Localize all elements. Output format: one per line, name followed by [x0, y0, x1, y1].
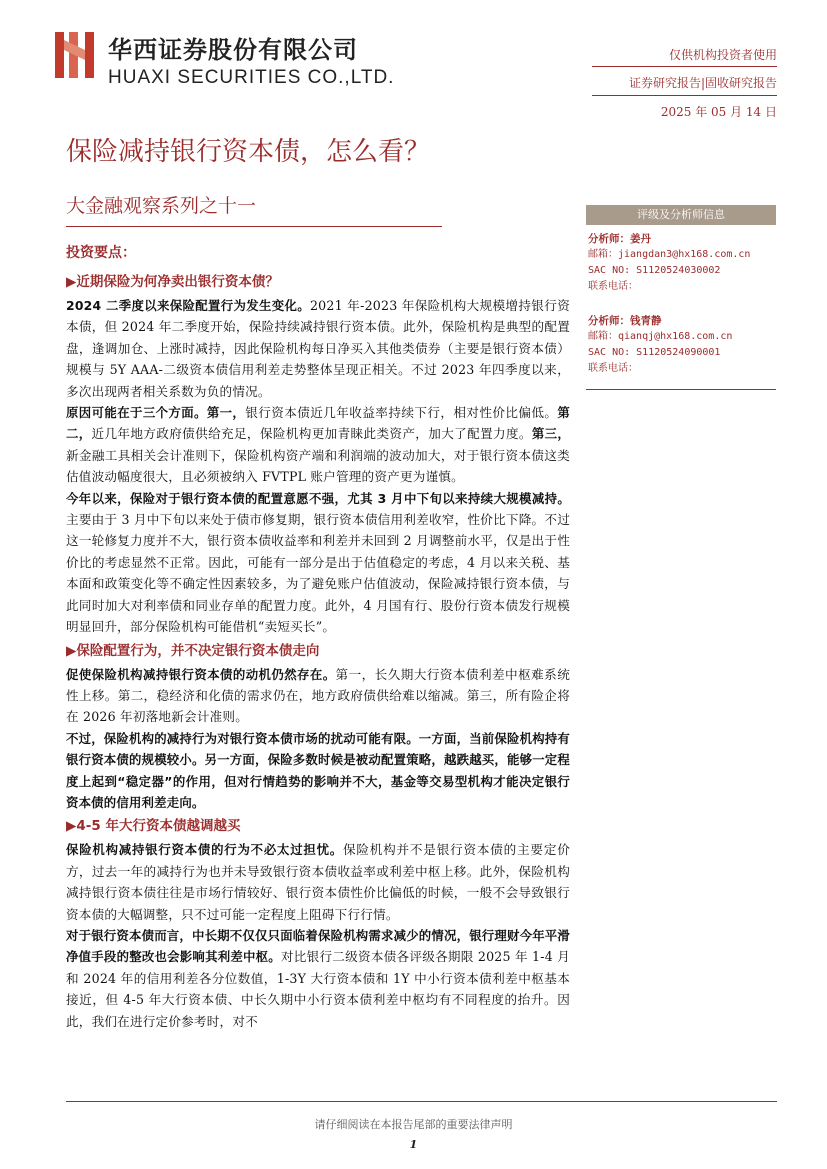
section-heading: ▶近期保险为何净卖出银行资本债？ — [66, 274, 279, 290]
report-subtitle: 大金融观察系列之十一 — [66, 195, 257, 217]
analyst-phone: 联系电话： — [588, 281, 638, 292]
report-type: 证券研究报告|固收研究报告 — [628, 76, 777, 90]
analyst-sac: SAC NO: S1120524090001 — [588, 347, 721, 358]
paragraph-text: 主要由于 3 月中下旬以来处于债市修复期，银行资本债信用利差收窄，性价比下降。不过这一轮修复力度并不大，银行资本债收益率和利差并未回到 2 月调整前水平，仅是出于性价比的考虑显然不正常。因此，可能有一部分是出于估值稳定的考虑，4 月以来关税、基本面和政策变化等不确定性因素较多，为了避免账户估值波动，保险减持银行资本债，与此同时加大对利率债和同业存单的配置力度。此外，4 月国有行、股份行资本债发行规模明显回升，部分保险机构可能借机“卖短买长”。 — [66, 512, 570, 635]
subtitle-divider — [66, 226, 442, 227]
analyst-name: 分析师：姜丹 — [588, 233, 651, 245]
paragraph — [66, 728, 570, 814]
paragraph-text: 2021 年-2023 年保险机构大规模增持银行资本债，但 2024 年二季度开始，保险持续减持银行资本债。此外，保险机构是典型的配置盘，逢调加仓、上涨时减持，因此保险机构每日净买入其他类债券（主要是银行资本债）规模与 5Y AAA-二级资本债信用利差走势整体呈现正相关。不过 2023 年四季度以来，多次出现两者相关系数为负的情况。 — [66, 298, 571, 399]
company-name-cn: 华西证券股份有限公司 — [108, 36, 358, 64]
paragraph-lead: 第三， — [531, 426, 570, 442]
analyst-email[interactable]: 邮箱：qianqj@hx168.com.cn — [588, 331, 733, 342]
paragraph — [66, 402, 570, 488]
paragraph-lead: 对于银行资本债而言，中长期不仅仅只面临着保险机构需求减少的情况，银行理财今年平滑净值手段的整改也会影响其利差中枢。 — [66, 927, 570, 965]
report-title: 保险减持银行资本债，怎么看？ — [66, 137, 431, 167]
company-name — [108, 30, 394, 89]
company-name-en: HUAXI SECURITIES CO.,LTD. — [108, 67, 395, 88]
analyst-name: 分析师：钱青静 — [588, 315, 662, 327]
header-divider — [592, 95, 777, 96]
paragraph-text: 保险机构并不是银行资本债的主要定价方，过去一年的减持行为也并未导致银行资本债收益率或利差中枢上移。此外，保险机构减持银行资本债往往是市场行情较好、银行资本债性价比偏低的时候，一般不会导致银行资本债的大幅调整，只不过可能一定程度上阻碍下行行情。 — [66, 842, 571, 922]
sidebar-heading: 评级及分析师信息 — [586, 205, 776, 225]
paragraph-text: 第一，长久期大行资本债利差中枢难系统性上移。第二，稳经济和化债的需求仍在，地方政府债供给难以缩减。第三，所有险企将在 2026 年初落地新会计准则。 — [66, 666, 570, 725]
key-points-heading: 投资要点： — [66, 245, 136, 261]
audience-note: 仅供机构投资者使用 — [668, 48, 777, 62]
paragraph — [66, 488, 570, 638]
report-date: 2025 年 05 月 14 日 — [660, 105, 777, 119]
paragraph-lead: 促使保险机构减持银行资本债的动机仍然存在。 — [66, 666, 336, 682]
paragraph — [66, 839, 570, 925]
paragraph — [66, 925, 570, 1032]
page-number: 1 — [409, 1138, 418, 1151]
sidebar-divider — [586, 389, 776, 390]
paragraph-lead: 今年以来，保险对于银行资本债的配置意愿不强，尤其 3 月中下旬以来持续大规模减持。 — [66, 490, 570, 506]
section-heading: ▶4-5 年大行资本债越调越买 — [66, 818, 241, 835]
footer-divider — [66, 1101, 777, 1102]
section-heading: ▶保险配置行为，并不决定银行资本债走向 — [66, 642, 320, 659]
huaxi-logo-icon — [55, 32, 97, 78]
paragraph-text: 银行资本债近几年收益率持续下行，相对性价比偏低。 — [245, 405, 558, 421]
paragraph — [66, 664, 570, 728]
paragraph — [66, 295, 570, 402]
paragraph-lead: 保险机构减持银行资本债的行为不必太过担忧。 — [66, 842, 343, 858]
paragraph-lead: 2024 二季度以来保险配置行为发生变化。 — [66, 298, 310, 313]
main-content — [66, 242, 570, 1032]
paragraph-lead: 不过，保险机构的减持行为对银行资本债市场的扰动可能有限。一方面，当前保险机构持有银行资本债的规模较小。另一方面，保险多数时候是被动配置策略，越跌越买，能够一定程度上起到“稳定器”的作用，但对行情趋势的影响并不大，基金等交易型机构才能决定银行资本债的信用利差走向。 — [66, 730, 570, 810]
paragraph-lead: 第二， — [66, 405, 570, 442]
analyst-phone: 联系电话： — [588, 363, 638, 374]
analyst-sidebar — [586, 205, 776, 390]
analyst-email[interactable]: 邮箱：jiangdan3@hx168.com.cn — [588, 249, 751, 260]
legal-notice: 请仔细阅读在本报告尾部的重要法律声明 — [314, 1118, 513, 1131]
paragraph-text: 新金融工具相关会计准则下，保险机构资产端和利润端的波动加大，对于银行资本债这类估值波动幅度很大，且必须被纳入 FVTPL 账户管理的资产更为谨慎。 — [66, 447, 570, 485]
paragraph-text: 近几年地方政府债供给充足，保险机构更加青睐此类资产，加大了配置力度。 — [91, 426, 532, 442]
header-divider — [592, 66, 777, 67]
paragraph-text: 对比银行二级资本债各评级各期限 2025 年 1-4 月和 2024 年的信用利差各分位数值，1-3Y 大行资本债和 1Y 中小行资本债利差中枢基本接近，但 4-5 年大行资本债、中长久期中小行资本债利差中枢均有不同程度的抬升。因此，我们在进行定价参考时，对不 — [66, 949, 570, 1029]
paragraph-lead: 原因可能在于三个方面。第一， — [66, 405, 246, 421]
analyst-sac: SAC NO: S1120524030002 — [588, 265, 721, 276]
